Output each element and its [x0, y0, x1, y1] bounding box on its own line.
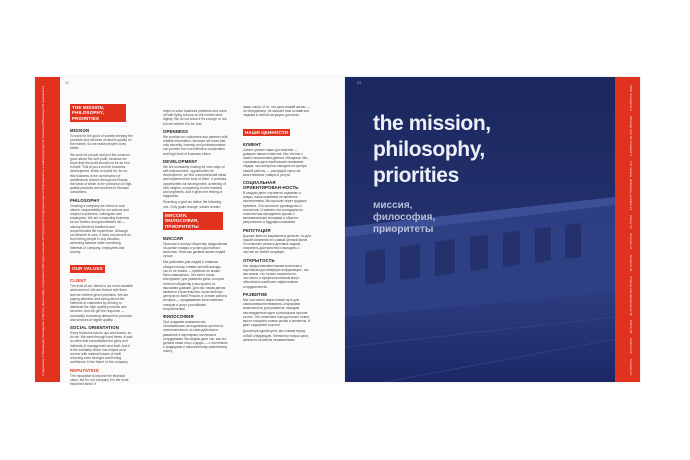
social-text-en: Every business has its ups and downs, so do we. We went through hard times. It said so often that consolidated the glory and interests of management and staff. And it is the solidarity which has helped us to survive with minimal losses of staff, returning even stronger and finding confidence in the future of the company.: [70, 330, 133, 365]
philosophy-text-ru: При создании компании мы основывались на подлинные ценности: ответственность за свои действия и уважение к партнерам, коллегам и сотрудникам. Мы ведем дело так, как это делали наши отцы и деды — с почтением к традициям и накопленному жизненному опыту.: [163, 319, 228, 354]
right-page-cover: [345, 77, 640, 382]
tab-index-right: [628, 85, 633, 375]
english-text-column-2: [163, 108, 228, 354]
left-page: [35, 77, 345, 386]
mission-heading-en: THE MISSION, PHILOSOPHY, PRIORITIES: [70, 104, 126, 122]
left-section-tab: [35, 77, 60, 382]
cover-subtitle: [373, 200, 613, 236]
development-text-en: We are constantly looking for new ways of self-improvement, opportunities for development, we find unconventional ideas and implement the best of them. It provides opportunities for development, achieving of new heights, conquering of new markets and segments. And it gives the feeling of happiness.: [163, 164, 227, 199]
values-heading-ru: НАШИ ЦЕННОСТИ: [245, 129, 289, 135]
development-text-ru: Мы постоянно ищем новые пути для самосовершенствования, открываем возможности для развития, находим нестандартные идеи и реализуем лучшие из них. Это позволяет нам достигать новых высот, покорять новые рынки и сегменты. И дает ощущение счастья.: [243, 297, 311, 328]
philosophy-text-en: Creating a company we relied on real values: responsibility for our actions and respect to partners, colleagues and employees. We are conducting business as our fathers and grandfathers did — valuing tribute to traditions and recommended life experience. Although our lifework is ours, it does not prevent us from being people in any situation, achieving balance while combining interests of company, employees and society.: [70, 203, 131, 254]
social-title-en: SOCIAL ORIENTATION: [70, 324, 120, 330]
right-tab-entry[interactable]: Table of Contents 2: [629, 85, 633, 111]
development-text-en-2: Reaching a goal we define the following one. Only goals change, values remain.: [163, 200, 222, 209]
reputation-text-ru: Дороже всех не выражена в деньгах, но для нашей компании это самый ценный актив. Он помогает решать деловые задачи, сохранять достоинство и выходить с честью из любой ситуации.: [243, 233, 311, 255]
tab-index-left: [41, 86, 46, 376]
philosophy-continued-ru: нашу опыту. И то, что дело нашей жизни — не переделали, не мешает нам оставаться людьми в любой ситуации, достигая: [243, 105, 310, 118]
mission-text-en-2: We work for people and just the common good above the self-profit, because we know that the profit should not be an end in itself. This is just a tool for business development, which is useful for, for us, this business is the construction of architectural centres throughout Russia, the basis of which is the promotion of high-quality products and services to Russian consumers.: [70, 152, 133, 195]
openness-title-ru: ОТКРЫТОСТЬ: [243, 257, 275, 263]
client-text-en: The trust of our clients is our most valuable achievement. We are thrived with them and we redeem given promises. We are paying attention and caring about the interests of customers by striving to distribute the high quality products and services. And we get the response — constantly increasing demand for products and services of higher quality.: [70, 284, 133, 322]
philosophy-title-en: PHILOSOPHY: [70, 197, 100, 203]
right-tab-entry[interactable]: The mission, philosophy, priorities 12: [629, 160, 633, 210]
left-tab-entry[interactable]: Обращение Президента 4: [41, 318, 45, 356]
mission-text-ru: Приносить пользу обществу, представляя на рынке товары и услуги достойного качества. Этим мы делаем жизнь людей лучше.: [163, 241, 228, 259]
left-tab-entry[interactable]: Контакты 64: [41, 86, 45, 104]
social-title-ru: СОЦИАЛЬНАЯ ОРИЕНТИРОВАН-НОСТЬ: [243, 180, 299, 191]
social-text-ru: В каждом деле случаются подъемы и спады, наша компания не является исключением. Мы прошли через трудные времена. Это сплотило руководство и коллектив. И именно эта солидарность помогла нам преодолеть кризис с минимальными потерями и обрести уверенность в будущем компании.: [243, 191, 307, 225]
mission-title-en: MISSION: [70, 127, 90, 133]
cover-title-line-3: priorities: [373, 164, 459, 187]
left-tab-entry[interactable]: Партнеры 56: [41, 103, 45, 122]
left-tab-entry[interactable]: Структура 24: [41, 217, 45, 237]
left-tab-entry[interactable]: Содержание 2: [41, 355, 45, 376]
cover-subtitle-line-2: философия,: [373, 212, 436, 223]
right-tab-entry[interactable]: Divisions 32: [629, 254, 633, 271]
mission-text-ru-2: Мы работаем для людей и главным общую пользу ставим личной выгоды, так-то не знаем — прибыль не может быть самоцелью. Это всего лишь инструмент для развития дела, которое полезно обществу и выстроено из высокими домами. Для нас таким делом является строительство логистических центров по всей России, в основе работы которых — продвижение качественных товаров и услуг российским потребителям.: [163, 260, 228, 311]
page-number-right: 53: [357, 81, 361, 85]
development-title-ru: РАЗВИТИЕ: [243, 291, 268, 297]
cover-subtitle-line-1: миссия,: [373, 200, 413, 211]
russian-text-column: [243, 104, 311, 342]
right-tab-entry[interactable]: Contacts 64: [629, 358, 633, 375]
english-text-column-1: [70, 104, 133, 386]
cover-title-line-2: philosophy,: [373, 138, 485, 161]
client-title-ru: КЛИЕНТ: [243, 141, 262, 147]
right-tab-entry[interactable]: Clients 50: [629, 320, 633, 334]
right-tab-entry[interactable]: Message from the President 4: [629, 115, 633, 156]
reputation-text-en: The reputation is beyond the financial value, but for our company it is the most important asset. It: [70, 373, 129, 386]
reputation-continued-en: helps to solve business problems and come off with flying colours on the certain strict dignity. We do not know if it's enough or not, but we believe it to be true.: [163, 109, 228, 126]
client-text-ru: Самое ценное наше достижение — доверие наших клиентов. Мы честны с ними и выполняем данные обещания. Мы стремимся дать наибольшее внимание людям, чьи интересы находятся в центре нашей работы, — растущий спрос на качественные товары и услуги.: [243, 147, 308, 177]
left-tab-entry[interactable]: Собственность и инфраструктура 40: [41, 139, 45, 191]
openness-title-en: OPENNESS: [163, 128, 189, 134]
left-tab-entry[interactable]: История компании 18: [41, 236, 45, 267]
right-tab-entry[interactable]: Structure 24: [629, 233, 633, 250]
right-tab-entry[interactable]: Partners 56: [629, 338, 633, 354]
left-tab-entry[interactable]: Подразделения 32: [41, 191, 45, 218]
client-title-en: CLIENT: [70, 278, 87, 284]
mission-text-en: To work for the good of society keeping the products and services of decent quality on the market. So we make people's lives better.: [70, 133, 133, 151]
development-title-en: DEVELOPMENT: [163, 158, 198, 164]
values-heading-en: OUR VALUES: [72, 266, 103, 272]
left-tab-entry[interactable]: Миссия, философия, приоритеты 12: [41, 267, 45, 319]
cover-subtitle-line-3: приоритеты: [373, 224, 434, 235]
openness-text-ru: Мы предоставляем нашим клиентам и партнерам достоверную информацию, так как знаем, что только искренность, честность и профессионализм могут обеспечить наиболее эффективное сотрудничество.: [243, 263, 309, 289]
right-section-tab: [615, 77, 640, 382]
philosophy-title-ru: ФИЛОСОФИЯ: [163, 313, 194, 319]
mission-title-ru: МИССИЯ: [163, 235, 183, 241]
cover-title: [373, 111, 613, 189]
openness-text-en: We provide our customers and partners with reliable information, because we know that only sincerity, honesty and professionalism can provide the most effective cooperation and high level of business ethics.: [163, 134, 228, 156]
left-tab-entry[interactable]: Клиенты 50: [41, 122, 45, 139]
development-text-ru-2: Достигнув одной цели, мы ставим перед собой следующую. Меняются только цели, ценности остаются неизменными.: [243, 329, 309, 342]
right-tab-entry[interactable]: Property and infrastructure 40: [629, 275, 633, 316]
right-tab-entry[interactable]: History 18: [629, 214, 633, 229]
cover-title-line-1: the mission,: [373, 112, 491, 135]
mission-heading-ru: МИССИЯ, ФИЛОСОФИЯ, ПРИОРИТЕТЫ: [163, 212, 223, 230]
reputation-title-ru: РЕПУТАЦИЯ: [243, 227, 271, 233]
page-number-left: 52: [65, 81, 69, 85]
reputation-title-en: REPUTATION: [70, 367, 99, 373]
